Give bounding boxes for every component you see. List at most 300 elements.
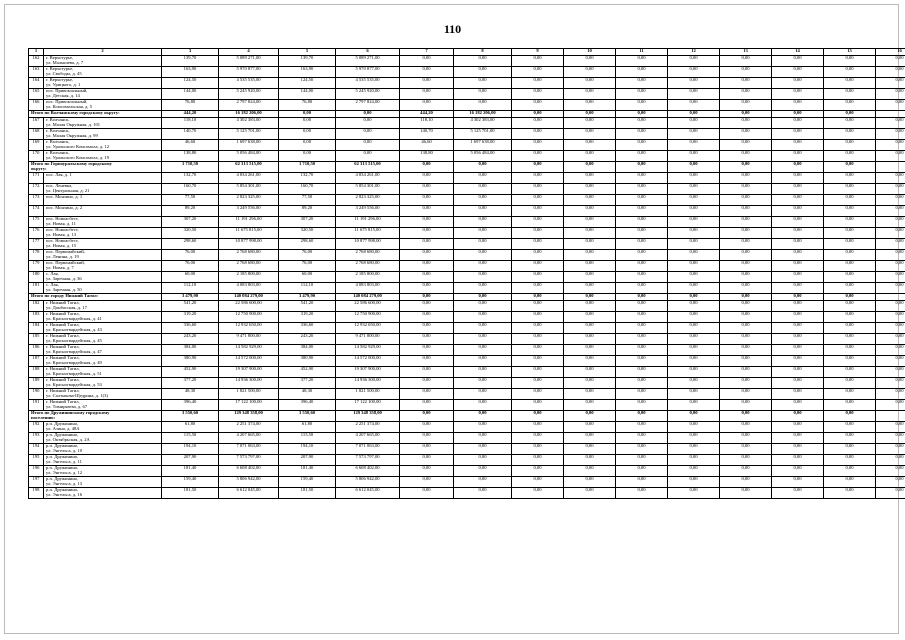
value-cell: 377,20 [162,378,219,389]
address-line: р.п. Дружинино, [46,487,79,492]
value-cell: 0,00 [876,345,905,356]
value-cell: 0,00 [400,312,454,323]
value-cell: 0,00 [772,89,824,100]
value-cell: 139,70 [279,56,336,67]
value-cell: 298,60 [279,239,336,250]
address-line: ул. Уральского Комсомола, д. 12 [46,143,110,149]
value-cell: 0,00 [720,323,772,334]
address-cell [44,173,162,184]
value-cell: 0,00 [454,228,512,239]
value-cell: 0,00 [512,56,564,67]
value-cell: 2 797 824,00 [336,100,400,111]
value-cell: 0,00 [772,389,824,400]
value-cell: 0,00 [564,389,616,400]
value-cell: 0,00 [720,400,772,411]
value-cell: 0,00 [876,118,905,129]
value-cell: 14 936 300,00 [219,378,279,389]
header-row [29,49,905,56]
row-index: 187 [29,356,44,367]
value-cell: 319,20 [279,312,336,323]
value-cell: 11 191 296,00 [219,217,279,228]
value-cell: 0,00 [512,261,564,272]
address-line: г. Верхотурье, [46,55,74,60]
table-row [29,345,905,356]
value-cell: 0,00 [824,111,876,118]
value-cell: 0,00 [772,378,824,389]
value-cell: 5 806 942,00 [219,477,279,488]
value-cell: 0,00 [616,239,668,250]
value-cell: 4 834 261,00 [336,173,400,184]
address-line: р.п. Дружинино, [46,432,79,437]
value-cell: 0,00 [336,140,400,151]
value-cell: 0,00 [668,206,720,217]
value-cell: 2 185 800,00 [336,272,400,283]
row-index: 181 [29,283,44,294]
value-cell: 0,00 [454,466,512,477]
value-cell: 0,00 [824,422,876,433]
value-cell: 0,00 [668,283,720,294]
row-index: 193 [29,433,44,444]
value-cell: 0,00 [876,261,905,272]
value-cell: 0,00 [668,389,720,400]
table-row [29,140,905,151]
address-line: г. Нижний Тагил, [46,311,80,316]
value-cell: 0,00 [668,294,720,301]
row-index: 168 [29,129,44,140]
value-cell: 0,00 [454,250,512,261]
value-cell: 0,00 [454,301,512,312]
value-cell: 0,00 [400,250,454,261]
value-cell: 0,00 [564,378,616,389]
header-cell: 10 [564,49,616,56]
table-row [29,466,905,477]
value-cell: 77,50 [162,195,219,206]
value-cell: 0,00 [876,378,905,389]
value-cell: 0,00 [454,173,512,184]
value-cell: 0,00 [454,444,512,455]
value-cell: 0,00 [876,239,905,250]
value-cell: 12 932 650,00 [336,323,400,334]
value-cell: 0,00 [668,422,720,433]
value-cell: 11 675 815,00 [336,228,400,239]
value-cell: 5 970 877,00 [336,67,400,78]
address-cell [44,301,162,312]
value-cell: 0,00 [772,312,824,323]
row-index: 164 [29,78,44,89]
value-cell: 0,00 [454,89,512,100]
value-cell: 396,40 [279,400,336,411]
total-label-line: Итого по Дружининскому городскому [31,410,110,415]
value-cell: 0,00 [772,129,824,140]
header-cell: 2 [44,49,162,56]
value-cell: 0,00 [616,162,668,173]
value-cell: 0,00 [772,488,824,499]
header-cell: 3 [162,49,219,56]
value-cell: 0,00 [720,67,772,78]
value-cell: 0,00 [668,444,720,455]
value-cell: 0,00 [824,261,876,272]
table-row [29,272,905,283]
value-cell: 4 083 803,00 [219,283,279,294]
value-cell: 0,00 [616,455,668,466]
value-cell: 0,00 [876,283,905,294]
total-label-line: поселению: [31,414,56,420]
row-index: 169 [29,140,44,151]
value-cell: 0,00 [824,312,876,323]
value-cell: 0,00 [564,78,616,89]
address-line: ул. Красногвардейская, д. 45 [46,337,102,343]
value-cell: 0,00 [876,356,905,367]
value-cell: 0,00 [400,78,454,89]
address-cell [44,488,162,499]
value-cell: 0,00 [772,195,824,206]
value-cell: 0,00 [668,466,720,477]
value-cell: 0,00 [668,301,720,312]
table-row [29,239,905,250]
value-cell: 0,00 [336,129,400,140]
value-cell: 0,00 [400,162,454,173]
value-cell: 0,00 [564,323,616,334]
value-cell: 0,00 [876,422,905,433]
value-cell: 0,00 [876,56,905,67]
value-cell: 0,00 [512,100,564,111]
value-cell: 0,00 [876,455,905,466]
value-cell: 0,00 [824,444,876,455]
value-cell: 0,00 [454,488,512,499]
value-cell: 396,40 [162,400,219,411]
address-cell [44,206,162,217]
table-row [29,184,905,195]
value-cell: 2 768 680,00 [336,261,400,272]
value-cell: 0,00 [564,455,616,466]
value-cell: 12 750 900,00 [336,312,400,323]
table-row [29,400,905,411]
value-cell: 0,00 [720,206,772,217]
value-cell: 6 612 045,00 [336,488,400,499]
value-cell: 0,00 [512,67,564,78]
value-cell: 76,00 [279,250,336,261]
value-cell: 0,00 [824,67,876,78]
value-cell: 76,00 [162,261,219,272]
value-cell: 2 185 800,00 [219,272,279,283]
value-cell: 0,00 [720,378,772,389]
value-cell: 1 710,50 [279,162,336,173]
value-cell: 0,00 [454,411,512,422]
value-cell: 0,00 [336,151,400,162]
address-cell [44,78,162,89]
address-cell [44,129,162,140]
value-cell: 2 768 680,00 [336,250,400,261]
address-cell [44,217,162,228]
value-cell: 11 675 815,00 [219,228,279,239]
value-cell: 0,00 [616,444,668,455]
value-cell: 0,00 [876,488,905,499]
address-line: пос. Новоасбест, [46,227,79,232]
value-cell: 0,00 [564,151,616,162]
address-line: ул. Центральная, д. 21 [46,187,90,193]
value-cell: 0,00 [668,140,720,151]
value-cell: 0,00 [564,140,616,151]
value-cell: 0,00 [772,400,824,411]
value-cell: 0,00 [668,151,720,162]
value-cell: 6 608 402,00 [336,466,400,477]
value-cell: 48,30 [162,389,219,400]
value-cell: 3 479,90 [162,294,219,301]
address-cell [44,400,162,411]
address-line: г. Нижний Тагил, [46,377,80,382]
address-line: ул. Малышева, д. 7 [46,59,84,65]
value-cell: 7 071 063,00 [336,444,400,455]
value-cell: 0,00 [616,283,668,294]
address-line: пос. Леневка, [46,183,73,188]
value-cell: 0,00 [720,56,772,67]
row-index: 185 [29,334,44,345]
value-cell: 4 302 383,00 [454,118,512,129]
header-cell: 16 [876,49,905,56]
value-cell: 0,00 [616,323,668,334]
value-cell: 0,00 [512,151,564,162]
row-index: 191 [29,400,44,411]
value-cell: 0,00 [876,334,905,345]
value-cell: 160,70 [162,184,219,195]
value-cell: 0,00 [454,283,512,294]
value-cell: 0,00 [824,195,876,206]
value-cell: 0,00 [616,345,668,356]
value-cell: 0,00 [668,312,720,323]
value-cell: 0,00 [772,162,824,173]
value-cell: 14 582 929,00 [336,345,400,356]
table-row [29,433,905,444]
value-cell: 4 535 535,00 [219,78,279,89]
value-cell: 0,00 [876,151,905,162]
value-cell: 144,00 [279,89,336,100]
header-cell: 12 [668,49,720,56]
value-cell: 0,00 [824,323,876,334]
value-cell: 0,00 [512,444,564,455]
value-cell: 0,00 [400,217,454,228]
row-index: 195 [29,455,44,466]
value-cell: 0,00 [772,334,824,345]
value-cell: 0,00 [876,444,905,455]
value-cell: 0,00 [454,323,512,334]
row-index: 194 [29,444,44,455]
value-cell: 0,00 [616,89,668,100]
value-cell: 336,60 [162,323,219,334]
address-cell [44,67,162,78]
value-cell: 0,00 [564,129,616,140]
value-cell: 384,00 [162,345,219,356]
value-cell: 0,00 [564,89,616,100]
value-cell: 0,00 [616,477,668,488]
value-cell: 5 125 701,00 [454,129,512,140]
value-cell: 0,00 [400,444,454,455]
value-cell: 17 122 100,00 [219,400,279,411]
value-cell: 14 582 929,00 [219,345,279,356]
value-cell: 0,00 [512,217,564,228]
value-cell: 0,00 [668,184,720,195]
value-cell: 0,00 [668,356,720,367]
row-index: 162 [29,56,44,67]
row-index: 170 [29,151,44,162]
value-cell: 140,70 [162,129,219,140]
row-index: 186 [29,345,44,356]
value-cell: 3 249 556,00 [336,206,400,217]
value-cell: 0,00 [616,272,668,283]
row-index: 178 [29,250,44,261]
value-cell: 0,00 [400,261,454,272]
value-cell: 0,00 [454,433,512,444]
table-row [29,195,905,206]
address-line: г. Нижний Тагил, [46,366,80,371]
value-cell: 0,00 [824,217,876,228]
value-cell: 0,00 [400,239,454,250]
value-cell: 0,00 [668,323,720,334]
value-cell: 0,00 [564,411,616,422]
value-cell: 444,20 [400,111,454,118]
value-cell: 0,00 [772,151,824,162]
table-row [29,356,905,367]
value-cell: 0,00 [454,100,512,111]
value-cell: 0,00 [720,301,772,312]
value-cell: 140,70 [400,129,454,140]
row-index: 182 [29,301,44,312]
value-cell: 0,00 [400,422,454,433]
value-cell: 0,00 [400,488,454,499]
value-cell: 0,00 [512,301,564,312]
value-cell: 0,00 [616,56,668,67]
value-cell: 0,00 [512,129,564,140]
table-row [29,89,905,100]
value-cell: 0,00 [512,334,564,345]
table-row [29,217,905,228]
value-cell: 144,00 [162,89,219,100]
table-row [29,173,905,184]
row-index: 184 [29,323,44,334]
value-cell: 0,00 [668,173,720,184]
row-index: 198 [29,488,44,499]
address-line: ул. Энгельса, д. 10 [46,447,83,453]
value-cell: 0,00 [772,411,824,422]
value-cell: 0,00 [720,162,772,173]
value-cell: 444,20 [162,111,219,118]
value-cell: 14 572 000,00 [219,356,279,367]
row-index: 188 [29,367,44,378]
total-row [29,294,905,301]
value-cell: 0,00 [512,477,564,488]
value-cell: 0,00 [616,400,668,411]
value-cell: 0,00 [772,173,824,184]
value-cell: 9 471 800,00 [219,334,279,345]
value-cell: 0,00 [876,272,905,283]
value-cell: 0,00 [616,488,668,499]
value-cell: 0,00 [512,228,564,239]
value-cell: 0,00 [772,217,824,228]
value-cell: 0,00 [564,367,616,378]
value-cell: 0,00 [824,455,876,466]
address-cell [44,261,162,272]
address-line: г. Волчанск, [46,128,70,133]
value-cell: 320,50 [279,228,336,239]
value-cell: 0,00 [824,433,876,444]
value-cell: 0,00 [876,173,905,184]
value-cell: 0,00 [400,89,454,100]
value-cell: 1 821 500,00 [219,389,279,400]
value-cell: 140 084 279,00 [336,294,400,301]
address-line: р.п. Дружинино, [46,465,79,470]
value-cell: 0,00 [824,89,876,100]
row-index: 177 [29,239,44,250]
value-cell: 0,00 [824,272,876,283]
value-cell: 11 191 296,00 [336,217,400,228]
value-cell: 76,80 [162,100,219,111]
value-cell: 0,00 [400,301,454,312]
address-cell [44,250,162,261]
value-cell: 0,00 [824,301,876,312]
value-cell: 0,00 [616,173,668,184]
value-cell: 0,00 [668,228,720,239]
table-row [29,129,905,140]
value-cell: 0,00 [400,173,454,184]
value-cell: 0,00 [876,400,905,411]
value-cell: 181,50 [279,488,336,499]
value-cell: 0,00 [772,433,824,444]
value-cell: 2 797 824,00 [219,100,279,111]
address-line: ул. Октябрьская, д. 2А [46,436,90,442]
value-cell: 0,00 [454,67,512,78]
address-cell [44,389,162,400]
value-cell: 1 697 638,00 [219,140,279,151]
value-cell: 0,00 [616,228,668,239]
value-cell: 0,00 [668,477,720,488]
address-cell [44,422,162,433]
value-cell: 452,90 [279,367,336,378]
value-cell: 0,00 [454,400,512,411]
header-cell: 1 [29,49,44,56]
value-cell: 0,00 [772,356,824,367]
total-row [29,411,905,422]
row-index: 192 [29,422,44,433]
value-cell: 0,00 [720,140,772,151]
value-cell: 3 550,60 [279,411,336,422]
address-line: с. Лая, [46,282,59,287]
value-cell: 0,00 [720,151,772,162]
value-cell: 0,00 [668,455,720,466]
value-cell: 0,00 [616,334,668,345]
value-cell: 4 207 665,00 [336,433,400,444]
value-cell: 12 750 900,00 [219,312,279,323]
value-cell: 0,00 [720,261,772,272]
table-row [29,118,905,129]
value-cell: 0,00 [720,129,772,140]
value-cell: 0,00 [720,272,772,283]
address-line: ул. Красногвардейская, д. 43 [46,326,102,332]
value-cell: 0,00 [512,356,564,367]
value-cell: 140 084 279,00 [219,294,279,301]
row-index: 166 [29,100,44,111]
value-cell: 0,00 [720,455,772,466]
value-cell: 0,00 [824,228,876,239]
table-row [29,301,905,312]
value-cell: 2 768 680,00 [219,261,279,272]
value-cell: 0,00 [512,250,564,261]
address-cell [44,378,162,389]
value-cell: 541,20 [162,301,219,312]
value-cell: 0,00 [512,111,564,118]
value-cell: 0,00 [564,261,616,272]
row-index: 174 [29,206,44,217]
value-cell: 0,00 [564,466,616,477]
header-cell: 13 [720,49,772,56]
